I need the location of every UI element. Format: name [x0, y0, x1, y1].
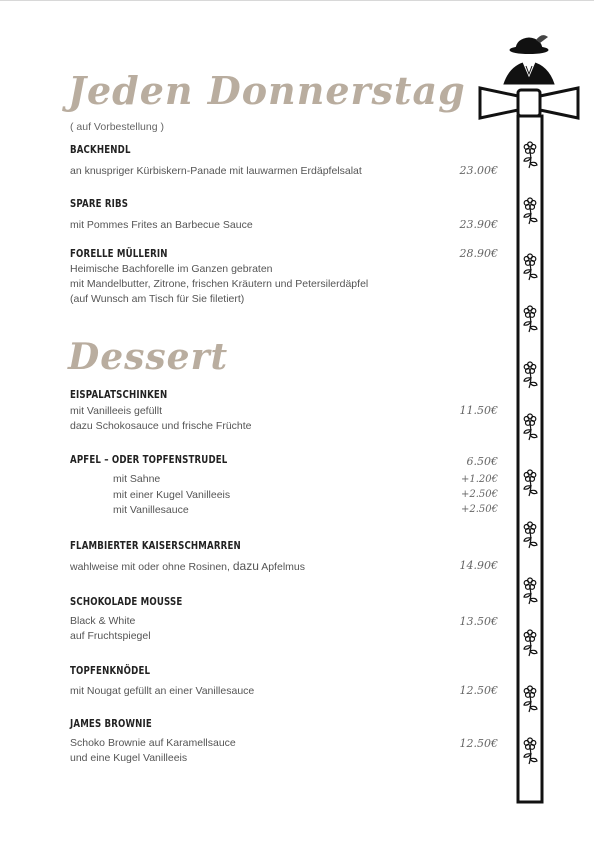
menu-item-backhendl	[70, 143, 500, 179]
item-price: 12.50€	[459, 684, 498, 697]
desc-part: wahlweise mit oder ohne Rosinen,	[70, 561, 233, 573]
top-rule	[0, 0, 594, 1]
item-desc: mit Vanilleeis gefüllt	[70, 405, 163, 417]
item-name: TOPFENKNÖDEL	[70, 665, 151, 677]
item-price: 13.50€	[459, 615, 498, 628]
item-price: 23.90€	[459, 218, 498, 231]
addon-label: mit Vanillesauce	[113, 504, 189, 516]
menu-item-eispalatschinken	[70, 388, 500, 434]
item-name: FLAMBIERTER KAISERSCHMARREN	[70, 540, 241, 552]
section-title-dessert: Dessert	[68, 336, 229, 378]
item-name: SPARE RIBS	[70, 198, 129, 210]
menu-item-kaiserschmarren	[70, 539, 500, 575]
item-desc: mit Mandelbutter, Zitrone, frischen Kräutern und Petersilerdäpfel	[70, 278, 369, 290]
item-name: APFEL – ODER TOPFENSTRUDEL	[70, 454, 228, 466]
item-desc: an knuspriger Kürbiskern-Panade mit lauwarmen Erdäpfelsalat	[70, 165, 362, 177]
addon-price: +2.50€	[460, 504, 498, 515]
menu-item-brownie	[70, 717, 500, 766]
item-price: 6.50€	[466, 455, 498, 468]
addon-price: +2.50€	[460, 489, 498, 500]
item-desc: Black & White	[70, 615, 136, 627]
desc-part: Apfelmus	[258, 561, 305, 573]
addon-label: mit einer Kugel Vanilleeis	[113, 489, 231, 501]
item-price: 23.00€	[459, 164, 498, 177]
item-desc	[70, 559, 500, 575]
item-name: SCHOKOLADE MOUSSE	[70, 596, 183, 608]
item-desc: mit Nougat gefüllt an einer Vanillesauce	[70, 685, 255, 697]
item-name: BACKHENDL	[70, 144, 131, 156]
desc-part-dazu: dazu	[232, 559, 259, 573]
menu-item-topfenknoedel	[70, 664, 500, 699]
item-name: FORELLE MÜLLERIN	[70, 248, 168, 260]
lederhosen-suspender-flower-icon	[470, 28, 590, 808]
item-desc: (auf Wunsch am Tisch für Sie filetiert)	[70, 293, 245, 305]
menu-item-mousse	[70, 595, 500, 644]
item-desc: mit Pommes Frites an Barbecue Sauce	[70, 219, 253, 231]
item-desc: Heimische Bachforelle im Ganzen gebraten	[70, 263, 273, 275]
item-desc: und eine Kugel Vanilleeis	[70, 752, 188, 764]
addon-label: mit Sahne	[113, 473, 161, 485]
item-name: JAMES BROWNIE	[70, 718, 152, 730]
addon-price: +1.20€	[460, 474, 498, 485]
item-price: 28.90€	[459, 247, 498, 260]
menu-item-strudel	[70, 453, 500, 467]
item-price: 11.50€	[459, 404, 498, 417]
item-name: EISPALATSCHINKEN	[70, 389, 168, 401]
item-price: 12.50€	[459, 737, 498, 750]
item-desc: auf Fruchtspiegel	[70, 630, 151, 642]
item-desc: Schoko Brownie auf Karamellsauce	[70, 737, 236, 749]
item-price: 14.90€	[459, 559, 498, 572]
item-desc: dazu Schokosauce und frische Früchte	[70, 420, 252, 432]
section-subtitle-thursday: ( auf Vorbestellung )	[70, 121, 164, 133]
section-title-thursday: Jeden Donnerstag	[68, 68, 466, 113]
menu-item-spare-ribs	[70, 197, 500, 233]
menu-item-forelle	[70, 247, 500, 307]
